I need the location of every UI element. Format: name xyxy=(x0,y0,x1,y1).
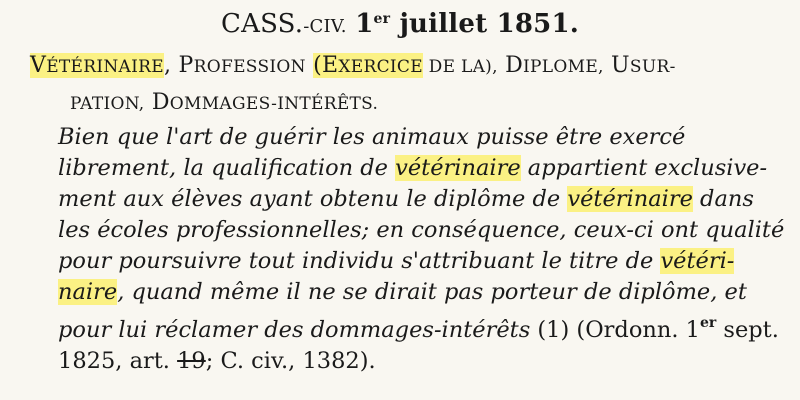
kw1-tail: , xyxy=(163,53,172,78)
line6-text-b: , quand même il ne se dirait pas porteur de diplôme, et xyxy=(117,279,747,305)
paragraph-line-8 xyxy=(58,346,792,377)
line3-text-b: dans xyxy=(692,186,754,212)
keyword-exercice xyxy=(313,53,423,78)
line2-text-b: appartient exclusive- xyxy=(520,155,768,181)
paragraph-line-2 xyxy=(58,153,792,184)
headnote-line-2 xyxy=(30,85,790,122)
kw2-rest: ROFESSION xyxy=(193,57,306,77)
kw4-rest: IPLOME, xyxy=(523,57,604,77)
keyword-veterinaire xyxy=(30,53,164,78)
line5-text-a: pour poursuivre tout individu s'attribuant le titre de xyxy=(58,248,661,274)
paragraph-line-3 xyxy=(58,184,792,215)
line7-citation-end: sept. xyxy=(716,317,779,343)
kw1-rest: ÉTÉRINAIRE xyxy=(46,57,164,77)
highlight-veterinaire-3a: vétéri- xyxy=(660,248,735,274)
line8-text-b: ; C. civ., 1382). xyxy=(205,348,376,374)
line8-struck-number: 19 xyxy=(177,348,206,374)
decision-date xyxy=(355,9,579,39)
highlight-veterinaire-2: vétérinaire xyxy=(567,186,693,212)
date-superscript: er xyxy=(373,11,391,27)
kw2-initial: P xyxy=(178,53,194,78)
headnote-keywords xyxy=(30,48,790,122)
court-suffix: -CIV. xyxy=(303,16,347,37)
date-day: 1 xyxy=(355,9,374,39)
paragraph-line-4: les écoles professionnelles; en conséquence, ceux-ci ont qualité xyxy=(58,217,785,243)
kw3-tail: DE LA), xyxy=(422,57,498,77)
line7-citation: (1) (Ordonn. 1 xyxy=(537,317,700,343)
case-header xyxy=(0,2,800,44)
paragraph-line-1: Bien que l'art de guérir les animaux puisse être exercé xyxy=(58,124,686,150)
kw4-initial: D xyxy=(505,53,524,78)
paragraph-line-6 xyxy=(58,277,792,308)
kw1-initial: V xyxy=(30,53,47,78)
kw3-rest: XERCICE xyxy=(338,57,423,77)
kw7-rest: OMMAGES-INTÉRÊTS. xyxy=(169,94,379,114)
line7-superscript: er xyxy=(699,315,717,331)
kw5-initial: U xyxy=(611,53,630,78)
kw3-initial: (E xyxy=(313,53,339,78)
kw5-rest: SUR- xyxy=(629,57,676,77)
highlight-veterinaire-1: vétérinaire xyxy=(395,155,521,181)
line3-text-a: ment aux élèves ayant obtenu le diplôme de xyxy=(58,186,568,212)
line2-text-a: librement, la qualification de xyxy=(58,155,396,181)
paragraph-line-5 xyxy=(58,246,792,277)
summary-paragraph xyxy=(58,122,792,377)
kw6: PATION, xyxy=(70,94,145,114)
line8-text-a: 1825, art. xyxy=(58,348,178,374)
date-rest: juillet 1851. xyxy=(390,9,579,39)
court-abbreviation: CASS. xyxy=(221,9,304,39)
highlight-veterinaire-3b: naire xyxy=(58,279,118,305)
paragraph-line-7 xyxy=(58,308,792,346)
kw7-initial: D xyxy=(151,90,170,115)
line7-text-a: pour lui réclamer des dommages-intérêts xyxy=(58,317,538,343)
